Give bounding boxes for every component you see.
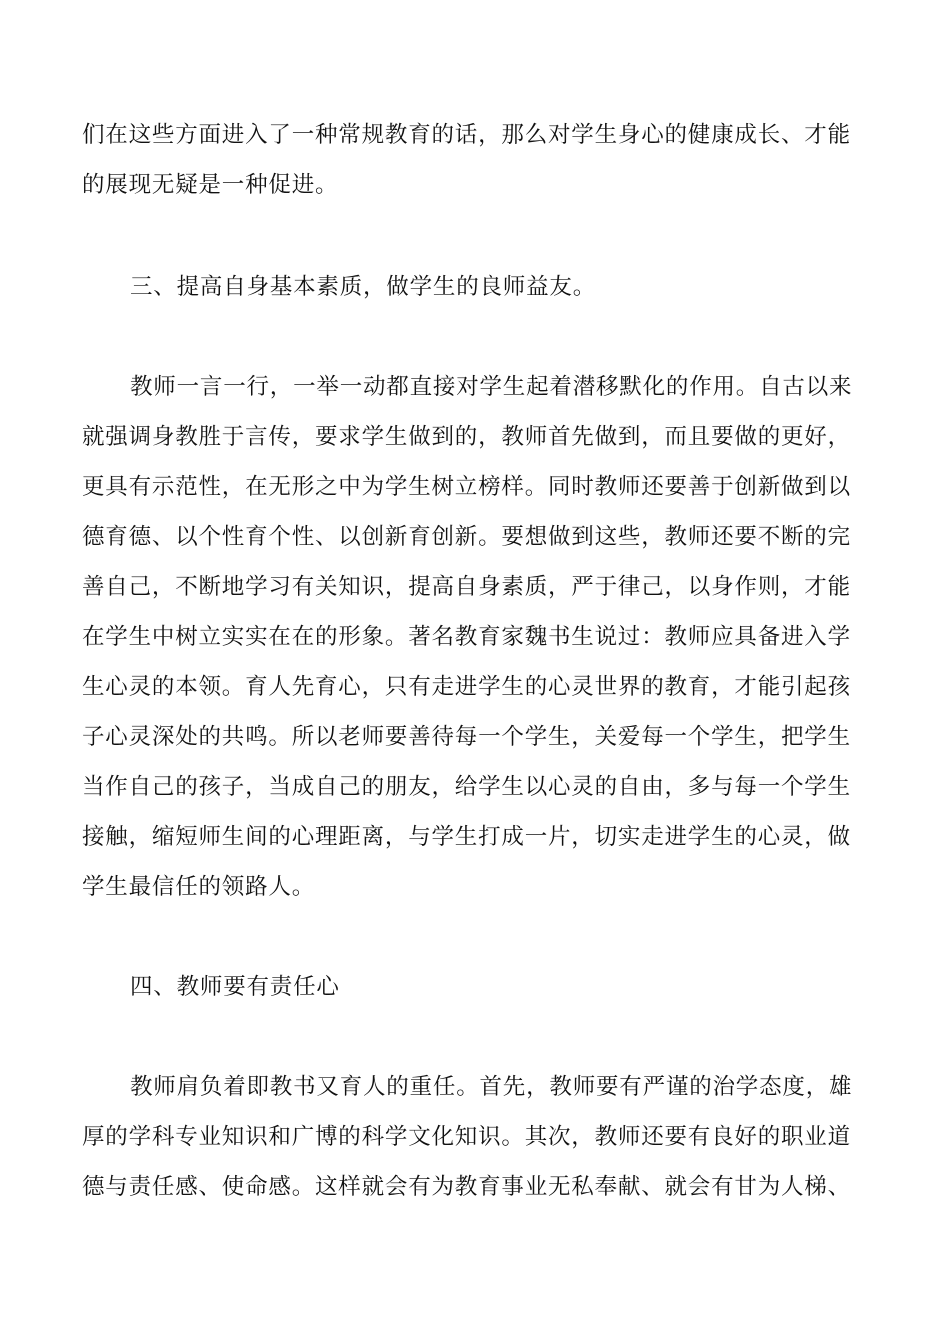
text-line: 生心灵的本领。育人先育心，只有走进学生的心灵世界的教育，才能引起孩 (82, 674, 851, 700)
text-line: 德与责任感、使命感。这样就会有为教育事业无私奉献、就会有甘为人梯、 (82, 1174, 851, 1200)
text-line: 子心灵深处的共鸣。所以老师要善待每一个学生，关爱每一个学生，把学生 (82, 724, 851, 750)
text-line: 接触，缩短师生间的心理距离，与学生打成一片，切实走进学生的心灵，做 (82, 824, 851, 850)
text-line: 当作自己的孩子，当成自己的朋友，给学生以心灵的自由，多与每一个学生 (82, 774, 851, 800)
text-line: 教师肩负着即教书又育人的重任。首先，教师要有严谨的治学态度，雄 (130, 1074, 853, 1100)
text-line: 的展现无疑是一种促进。 (82, 172, 339, 198)
section-heading-3: 三、提高自身基本素质，做学生的良师益友。 (130, 274, 597, 300)
text-line: 学生最信任的领路人。 (82, 874, 316, 900)
text-line: 善自己，不断地学习有关知识，提高自身素质，严于律己，以身作则，才能 (82, 574, 851, 600)
text-line: 厚的学科专业知识和广博的科学文化知识。其次，教师还要有良好的职业道 (82, 1124, 851, 1150)
text-line: 就强调身教胜于言传，要求学生做到的，教师首先做到，而且要做的更好， (82, 424, 851, 450)
text-line: 更具有示范性，在无形之中为学生树立榜样。同时教师还要善于创新做到以 (82, 474, 851, 500)
text-line: 们在这些方面进入了一种常规教育的话，那么对学生身心的健康成长、才能 (82, 122, 851, 148)
text-line: 德育德、以个性育个性、以创新育创新。要想做到这些，教师还要不断的完 (82, 524, 851, 550)
text-line: 教师一言一行，一举一动都直接对学生起着潜移默化的作用。自古以来 (130, 374, 853, 400)
text-line: 在学生中树立实实在在的形象。著名教育家魏书生说过：教师应具备进入学 (82, 624, 851, 650)
section-heading-4: 四、教师要有责任心 (130, 974, 340, 1000)
